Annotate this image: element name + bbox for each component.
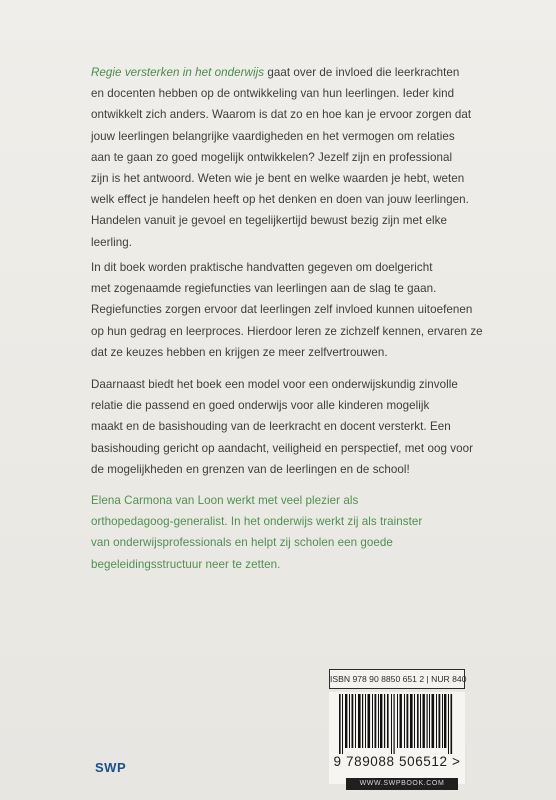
paragraph-line: In dit boek worden praktische handvatten gegeven om doelgericht [91,261,433,274]
paragraph-line: basishouding gericht op aandacht, veiligheid en perspectief, met oog voor [91,441,473,455]
paragraph-line: met zogenaamde regiefuncties van leerlingen aan de slag te gaan. [91,282,437,296]
intro-line: zijn is het antwoord. Weten wie je bent en welke waarden je hebt, weten [91,172,465,186]
model-paragraph [91,374,531,480]
book-title-italic: Regie versterken in het onderwijs [91,66,265,79]
paragraph-line: Daarnaast biedt het boek een model voor een onderwijskundig zinvolle [91,378,458,391]
intro-line: leerling. [91,235,133,249]
publisher-url: WWW.SWPBOOK.COM [346,778,458,790]
barcode [329,692,465,784]
author-line: begeleidingsstructuur neer te zetten. [91,557,281,571]
intro-line: aan te gaan zo goed mogelijk ontwikkelen? Jezelf zijn en professional [91,150,453,164]
intro-line: ontwikkelt zich anders. Waarom is dat zo en hoe kan je ervoor zorgen dat [91,108,472,122]
barcode-bars [337,692,457,754]
paragraph-line: de mogelijkheden en grenzen van de leerlingen en de school! [91,462,410,476]
paragraph-line: op hun gedrag en leerproces. Hierdoor leren ze zichzelf kennen, ervaren ze [91,324,483,338]
paragraph-line: dat ze keuzes hebben en krijgen ze meer zelfvertrouwen. [91,345,388,359]
intro-paragraph [91,62,531,253]
paragraph-line: relatie die passend en goed onderwijs voor alle kinderen mogelijk [91,399,430,413]
paragraph-line: maakt en de basishouding van de leerkracht en docent versterkt. Een [91,420,451,434]
author-line: Elena Carmona van Loon werkt met veel plezier als [91,494,359,507]
intro-line: en docenten hebben op de ontwikkeling van hun leerlingen. Ieder kind [91,87,455,101]
author-line: orthopedagoog-generalist. In het onderwijs werkt zij als trainster [91,515,423,529]
paragraph-line: Regiefuncties zorgen ervoor dat leerlingen zelf invloed kunnen uitoefenen [91,303,473,317]
author-line: van onderwijsprofessionals en helpt zij scholen een goede [91,536,393,550]
intro-line: jouw leerlingen belangrijke vaardigheden en het vermogen om relaties [91,129,455,143]
intro-first-line: Regie versterken in het onderwijs gaat over de invloed die leerkrachten [91,66,460,79]
isbn-label: ISBN 978 90 8850 651 2 | NUR 840 [329,669,465,689]
intro-line: welk effect je handelen heeft op het denken en doen van jouw leerlingen. [91,193,469,207]
regiefuncties-paragraph [91,257,531,363]
publisher-logo: SWP [95,760,127,775]
barcode-digits: 9 789088 506512 > [333,754,461,769]
intro-line: Handelen vanuit je gevoel en tegelijkertijd bewust bezig zijn met elke [91,214,448,228]
author-bio [91,490,531,575]
